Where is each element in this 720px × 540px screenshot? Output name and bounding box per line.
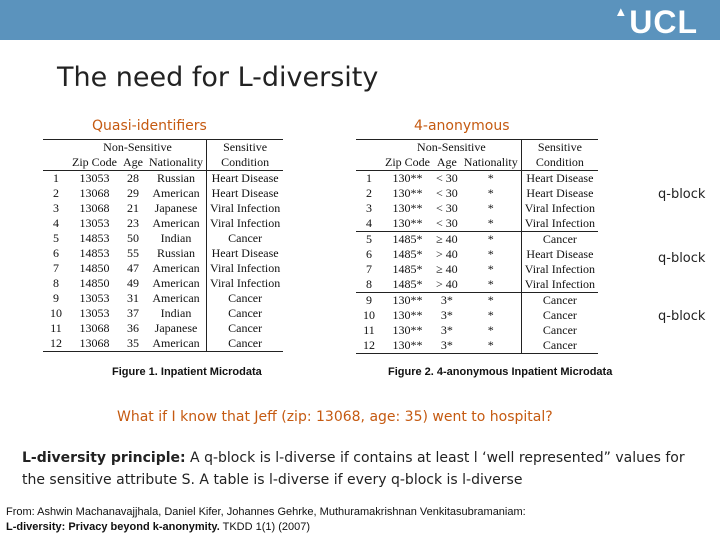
- table-cell: Viral Infection: [524, 216, 596, 230]
- q-block-label-1: q-block: [658, 187, 706, 202]
- principle-text: A q-block is l-diverse if contains at least l ‘well represented” values for the sensitive attribute S. A table is l-diverse if every q-block is l-diverse: [22, 450, 685, 488]
- row-index: 5: [53, 231, 59, 245]
- table-cell: 37: [127, 306, 139, 320]
- table-cell: Japanese: [146, 201, 207, 216]
- table-cell: > 40: [436, 247, 458, 261]
- table-cell: 14853: [79, 231, 110, 245]
- table-cell: Heart Disease: [211, 171, 279, 185]
- row-index: 3: [53, 201, 59, 215]
- table-cell: 130**: [392, 186, 423, 200]
- figure-1-caption: Figure 1. Inpatient Microdata: [112, 366, 262, 378]
- table-cell: *: [461, 247, 522, 262]
- table-cell: *: [461, 262, 522, 277]
- row-index: 5: [356, 232, 382, 248]
- table-cell: 130**: [392, 216, 423, 230]
- table-cell: 1485*: [392, 262, 423, 276]
- table-cell: 1485*: [392, 277, 423, 291]
- table-cell: Viral Infection: [524, 262, 596, 276]
- table-cell: Indian: [146, 231, 207, 246]
- table-cell: 13068: [79, 201, 110, 215]
- table-cell: 1485*: [392, 247, 423, 261]
- table-cell: Heart Disease: [526, 186, 594, 200]
- table-cell: Cancer: [521, 232, 598, 248]
- table-cell: Cancer: [228, 291, 263, 305]
- table-cell: Cancer: [521, 338, 598, 354]
- table-row: [43, 201, 283, 216]
- table-cell: Heart Disease: [526, 171, 594, 185]
- table-cell: < 30: [436, 186, 458, 200]
- table-row: [43, 171, 283, 187]
- table-cell: Viral Infection: [210, 216, 281, 230]
- table-row: [43, 321, 283, 336]
- table-cell: 13068: [69, 336, 120, 352]
- table-row: [43, 216, 283, 231]
- table-row: [356, 171, 598, 187]
- table-row: [43, 231, 283, 246]
- header-bar: [0, 0, 720, 40]
- table-cell: < 30: [436, 201, 458, 215]
- table-cell: Heart Disease: [526, 247, 594, 261]
- row-index: 2: [53, 186, 59, 200]
- row-index: 7: [53, 261, 59, 275]
- table-cell: *: [461, 308, 522, 323]
- slide-title: The need for L-diversity: [57, 62, 379, 93]
- table-cell: 50: [127, 231, 139, 245]
- table-cell: *: [461, 323, 522, 338]
- table-row: [43, 261, 283, 276]
- table-cell: 130**: [392, 308, 423, 322]
- table-row: [356, 338, 598, 354]
- column-header: Nationality: [461, 155, 522, 171]
- row-index: 11: [363, 323, 375, 337]
- row-index: 2: [366, 186, 372, 200]
- quasi-identifiers-label: Quasi-identifiers: [92, 118, 207, 134]
- table-cell: 35: [120, 336, 146, 352]
- four-anonymous-label: 4-anonymous: [414, 118, 510, 134]
- jeff-question: What if I know that Jeff (zip: 13068, age: 35) went to hospital?: [117, 409, 553, 425]
- table-cell: 13068: [79, 186, 110, 200]
- row-index: 3: [366, 201, 372, 215]
- table-cell: *: [461, 232, 522, 248]
- table-inpatient-microdata: [43, 139, 283, 352]
- table-cell: 29: [127, 186, 139, 200]
- q-block-label-2: q-block: [658, 251, 706, 266]
- group-header-sensitive: Sensitive: [207, 140, 284, 156]
- table-cell: *: [461, 171, 522, 187]
- table-cell: *: [461, 293, 522, 309]
- table-row: [356, 186, 598, 201]
- table-cell: ≥ 40: [433, 232, 461, 248]
- table-cell: 130**: [392, 323, 423, 337]
- table-row: [43, 246, 283, 261]
- table-row: [43, 276, 283, 291]
- table-row: [356, 216, 598, 232]
- table-cell: *: [461, 201, 522, 216]
- table-cell: *: [461, 338, 522, 354]
- table-row: [356, 247, 598, 262]
- citation-title: L-diversity: Privacy beyond k-anonymity.: [6, 521, 220, 533]
- table-cell: Viral Infection: [524, 201, 596, 215]
- table-cell: 23: [127, 216, 139, 230]
- table-cell: ≥ 40: [436, 262, 458, 276]
- table-cell: Cancer: [207, 336, 284, 352]
- row-index: 12: [43, 336, 69, 352]
- row-index: 10: [363, 308, 375, 322]
- row-index: 8: [366, 277, 372, 291]
- row-index: 4: [53, 216, 59, 230]
- table-cell: Viral Infection: [210, 276, 281, 290]
- table-cell: 13053: [79, 171, 110, 185]
- group-header-nonsensitive: Non-Sensitive: [69, 140, 207, 156]
- table-row: [356, 262, 598, 277]
- table-cell: 3*: [433, 338, 461, 354]
- logo-text: UCL: [629, 4, 698, 40]
- table-row: [43, 336, 283, 352]
- table-cell: Viral Infection: [210, 201, 281, 215]
- table-cell: American: [146, 291, 207, 306]
- table-cell: 1485*: [382, 232, 433, 248]
- citation-venue: TKDD 1(1) (2007): [219, 521, 311, 533]
- table-cell: Viral Infection: [210, 261, 281, 275]
- column-header: Zip Code: [69, 155, 120, 171]
- group-header-sensitive: Sensitive: [521, 140, 598, 156]
- table-cell: American: [146, 216, 207, 231]
- table-cell: 49: [127, 276, 139, 290]
- column-header: Condition: [207, 155, 284, 171]
- row-index: 1: [53, 171, 59, 185]
- ucl-logo: [614, 4, 698, 41]
- row-index: 12: [356, 338, 382, 354]
- table-cell: 13068: [79, 321, 110, 335]
- l-diversity-principle: [22, 447, 712, 491]
- table-cell: 130**: [392, 171, 423, 185]
- citation-authors: From: Ashwin Machanavajjhala, Daniel Kifer, Johannes Gehrke, Muthuramakrishnan Venkitasubramaniam:: [6, 506, 526, 518]
- table-cell: 47: [127, 261, 139, 275]
- table-cell: Cancer: [228, 231, 263, 245]
- table-cell: 36: [127, 321, 139, 335]
- figure-2-caption: Figure 2. 4-anonymous Inpatient Microdata: [388, 366, 613, 378]
- table-cell: Cancer: [228, 321, 263, 335]
- table-cell: American: [146, 261, 207, 276]
- source-citation: [6, 505, 526, 535]
- table-cell: 28: [127, 171, 139, 185]
- table-cell: 3*: [440, 308, 453, 322]
- table-row: [356, 323, 598, 338]
- table-cell: Russian: [146, 171, 207, 187]
- table-row: [43, 306, 283, 321]
- table-cell: 3*: [440, 323, 453, 337]
- table-row: [356, 201, 598, 216]
- table-cell: 130**: [392, 201, 423, 215]
- table-cell: Heart Disease: [211, 186, 279, 200]
- table-cell: 21: [127, 201, 139, 215]
- table-cell: < 30: [436, 216, 458, 230]
- table-4-anonymous-microdata: [356, 139, 598, 354]
- table-row: [356, 293, 598, 309]
- table-cell: 13053: [79, 306, 110, 320]
- row-index: 1: [366, 171, 372, 185]
- column-header: Age: [120, 155, 146, 171]
- table-row: [43, 291, 283, 306]
- row-index: 6: [53, 246, 59, 260]
- table-row: [356, 308, 598, 323]
- table-cell: Cancer: [542, 323, 577, 337]
- table-cell: *: [461, 216, 522, 232]
- column-header: Condition: [521, 155, 598, 171]
- table-cell: 130**: [382, 338, 433, 354]
- row-index: 4: [366, 216, 372, 230]
- table-cell: 14853: [79, 246, 110, 260]
- row-index: 7: [366, 262, 372, 276]
- group-header-nonsensitive: Non-Sensitive: [382, 140, 521, 156]
- table-cell: Cancer: [542, 308, 577, 322]
- row-index: 9: [53, 291, 59, 305]
- row-index: 9: [356, 293, 382, 309]
- table-cell: Cancer: [228, 306, 263, 320]
- table-cell: 3*: [433, 293, 461, 309]
- table-cell: Russian: [146, 246, 207, 261]
- table-cell: 13053: [79, 291, 110, 305]
- column-header: Zip Code: [382, 155, 433, 171]
- row-index: 6: [366, 247, 372, 261]
- table-cell: > 40: [436, 277, 458, 291]
- row-index: 8: [53, 276, 59, 290]
- table-cell: 14850: [79, 261, 110, 275]
- table-cell: 14850: [79, 276, 110, 290]
- table-cell: 55: [127, 246, 139, 260]
- table-cell: Heart Disease: [211, 246, 279, 260]
- q-block-label-3: q-block: [658, 309, 706, 324]
- table-cell: American: [146, 336, 207, 352]
- table-cell: Indian: [146, 306, 207, 321]
- table-cell: 13053: [79, 216, 110, 230]
- table-row: [356, 232, 598, 248]
- column-header: Nationality: [146, 155, 207, 171]
- table-cell: American: [146, 276, 207, 291]
- table-cell: Cancer: [521, 293, 598, 309]
- table-row: [356, 277, 598, 293]
- table-row: [43, 186, 283, 201]
- table-cell: *: [461, 277, 522, 293]
- row-index: 10: [50, 306, 62, 320]
- table-cell: Viral Infection: [524, 277, 596, 291]
- column-header: Age: [433, 155, 461, 171]
- table-cell: 31: [127, 291, 139, 305]
- table-cell: Japanese: [146, 321, 207, 336]
- table-cell: *: [461, 186, 522, 201]
- dome-icon: ▲: [614, 4, 629, 19]
- row-index: 11: [50, 321, 62, 335]
- table-cell: < 30: [436, 171, 458, 185]
- table-cell: 130**: [382, 293, 433, 309]
- principle-heading: L-diversity principle:: [22, 450, 186, 466]
- table-cell: American: [146, 186, 207, 201]
